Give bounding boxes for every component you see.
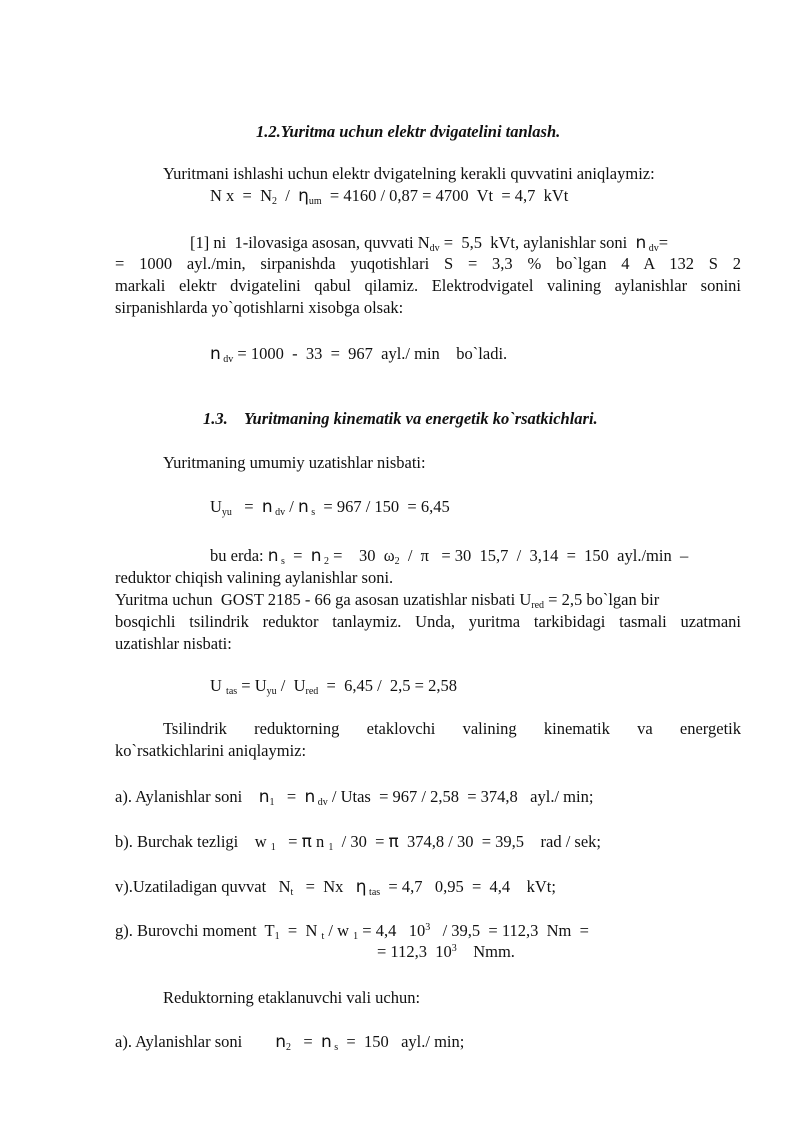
- text-run: / π = 30 15,7 / 3,14 = 150 ayl./min –: [399, 546, 689, 565]
- formula-total-ratio: [210, 497, 450, 520]
- section-heading-1-3: 1.3. Yuritmaning kinematik va energetik ko`rsatkichlari.: [203, 409, 598, 428]
- section-heading-1-2: 1.2.Yuritma uchun elektr dvigatelini tanlash.: [256, 122, 561, 141]
- text-run: a). Aylanishlar soni: [115, 787, 259, 806]
- text-run: = 150 ayl./ min;: [338, 1032, 465, 1051]
- item-a-rotation-speed: [115, 787, 593, 810]
- formula-text: = 6,45 / 2,5 = 2,58: [318, 676, 457, 695]
- paragraph-gost-line: [115, 590, 659, 613]
- text-run: g). Burovchi moment T: [115, 921, 275, 940]
- subscript: tas: [366, 887, 381, 898]
- paragraph-reducer-line: bosqichli tsilindrik reduktor tanlaymiz. Unda, yuritma tarkibidagi tasmali uzatmani: [115, 612, 741, 631]
- n-symbol: n: [258, 787, 270, 807]
- text-run: = 30 ω: [329, 546, 395, 565]
- n-symbol: n: [267, 546, 279, 566]
- text-run: v).Uzatiladigan quvvat N: [115, 877, 291, 896]
- formula-text: /: [277, 186, 299, 205]
- text-run: / 39,5 = 112,3 Nm =: [430, 921, 589, 940]
- formula-text: = 967 / 150 = 6,45: [315, 497, 450, 516]
- subscript: dv: [315, 797, 328, 808]
- item-v-transmitted-power: [115, 877, 556, 900]
- subscript: 2: [286, 1042, 292, 1053]
- subscript: 1: [270, 842, 276, 853]
- paragraph-belt-ratio-line: uzatishlar nisbati:: [115, 634, 232, 653]
- text-run: 374,8 / 30 = 39,5 rad / sek;: [398, 832, 601, 851]
- pi-symbol: π: [301, 832, 312, 852]
- text-run: b). Burchak tezligi w: [115, 832, 271, 851]
- subscript: yu: [266, 686, 277, 697]
- text-run: a). Aylanishlar soni: [115, 1032, 276, 1051]
- n-symbol: n: [635, 233, 647, 253]
- text-run: / Utas = 967 / 2,58 = 374,8 ayl./ min;: [327, 787, 594, 806]
- subscript: 2: [321, 556, 330, 567]
- paragraph-output-speed-line-2: reduktor chiqish valining aylanishlar soni.: [115, 568, 394, 587]
- subscript: 1: [353, 931, 359, 942]
- text-run: [1] ni 1-ilovasiga asosan, quvvati N: [190, 233, 430, 252]
- text-run: Yuritma uchun GOST 2185 - 66 ga asosan uzatishlar nisbati U: [115, 590, 532, 609]
- item-b-angular-velocity: [115, 832, 601, 855]
- formula-text: / U: [276, 676, 306, 695]
- subscript: dv: [646, 243, 659, 254]
- eta-symbol: η: [298, 186, 309, 206]
- superscript: 3: [451, 943, 457, 954]
- n-symbol: n: [297, 497, 309, 517]
- text-run: = N: [279, 921, 322, 940]
- subscript: dv: [429, 243, 440, 254]
- subscript: yu: [221, 507, 232, 518]
- text-run: = 5,5 kVt, aylanishlar soni: [439, 233, 636, 252]
- text-run: =: [284, 546, 311, 565]
- formula-motor-speed: [210, 344, 507, 367]
- n-symbol: n: [261, 497, 273, 517]
- subscript: 1: [328, 842, 334, 853]
- n-symbol: n: [310, 546, 322, 566]
- subscript: dv: [220, 354, 234, 365]
- formula-text: = 4160 / 0,87 = 4700 Vt = 4,7 kVt: [321, 186, 569, 205]
- text-run: bu erda:: [210, 546, 268, 565]
- subscript: 1: [274, 931, 280, 942]
- paragraph-ratio-intro: Yuritmaning umumiy uzatishlar nisbati:: [163, 453, 426, 472]
- n-symbol: n: [304, 787, 316, 807]
- n-symbol: n: [275, 1032, 287, 1052]
- formula-belt-ratio: [210, 676, 457, 699]
- text-run: =: [658, 233, 669, 252]
- text-run: =: [275, 832, 302, 851]
- formula-text: /: [285, 497, 298, 516]
- text-run: n: [311, 832, 329, 851]
- formula-text: U: [210, 497, 222, 516]
- text-run: = 112,3 10: [377, 942, 452, 961]
- text-run: / 30 =: [333, 832, 389, 851]
- formula-text: =: [231, 497, 262, 516]
- subscript: 2: [394, 556, 400, 567]
- eta-symbol: η: [355, 877, 367, 897]
- paragraph-motor-line-1: [190, 233, 668, 256]
- text-run: = 4,7 0,95 = 4,4 kVt;: [380, 877, 556, 896]
- formula-required-power: [210, 186, 568, 209]
- subscript: 1: [269, 797, 275, 808]
- item-g-torque-line-2: [377, 942, 515, 965]
- item-g-torque: [115, 921, 589, 944]
- n-symbol: n: [210, 344, 221, 364]
- text-run: = 2,5 bo`lgan bir: [544, 590, 660, 609]
- subscript: s: [278, 556, 285, 567]
- subscript: s: [308, 507, 316, 518]
- pi-symbol: π: [388, 832, 399, 852]
- paragraph-output-speed-line-1: [210, 546, 688, 569]
- subscript: t: [321, 931, 325, 942]
- subscript: 2: [272, 196, 278, 207]
- subscript: red: [305, 686, 319, 697]
- paragraph-motor-line-2: = 1000 ayl./min, sirpanishda yuqotishlari S = 3,3 % bo`lgan 4 A 132 S 2: [115, 254, 741, 273]
- subscript: um: [308, 196, 322, 207]
- text-run: = 4,4 10: [358, 921, 426, 940]
- subscript: tas: [226, 686, 238, 697]
- formula-text: = U: [237, 676, 267, 695]
- n-symbol: n: [320, 1032, 332, 1052]
- text-run: = Nx: [293, 877, 356, 896]
- formula-text: = 1000 - 33 = 967 ayl./ min bo`ladi.: [233, 344, 508, 363]
- text-run: Nmm.: [456, 942, 515, 961]
- paragraph-driving-shaft-line-2: ko`rsatkichlarini aniqlaymiz:: [115, 741, 307, 760]
- text-run: =: [291, 1032, 321, 1051]
- paragraph-power-intro: Yuritmani ishlashi uchun elektr dvigatelning kerakli quvvatini aniqlaymiz:: [163, 164, 655, 183]
- paragraph-driven-shaft-intro: Reduktorning etaklanuvchi vali uchun:: [163, 988, 421, 1007]
- subscript: red: [531, 600, 545, 611]
- paragraph-motor-line-3: markali elektr dvigatelini qabul qilamiz. Elektrodvigatel valining aylanishlar sonini: [115, 276, 741, 295]
- paragraph-motor-line-4: sirpanishlarda yo`qotishlarni xisobga olsak:: [115, 298, 404, 317]
- superscript: 3: [425, 922, 431, 933]
- paragraph-driving-shaft-line-1: Tsilindrik reduktorning etaklovchi valining kinematik va energetik: [163, 719, 741, 738]
- text-run: =: [274, 787, 305, 806]
- formula-text: U: [210, 676, 227, 695]
- subscript: s: [331, 1042, 339, 1053]
- text-run: / w: [324, 921, 354, 940]
- formula-text: N x = N: [210, 186, 273, 205]
- item-a-driven-rotation-speed: [115, 1032, 464, 1055]
- subscript: t: [290, 887, 294, 898]
- subscript: dv: [272, 507, 286, 518]
